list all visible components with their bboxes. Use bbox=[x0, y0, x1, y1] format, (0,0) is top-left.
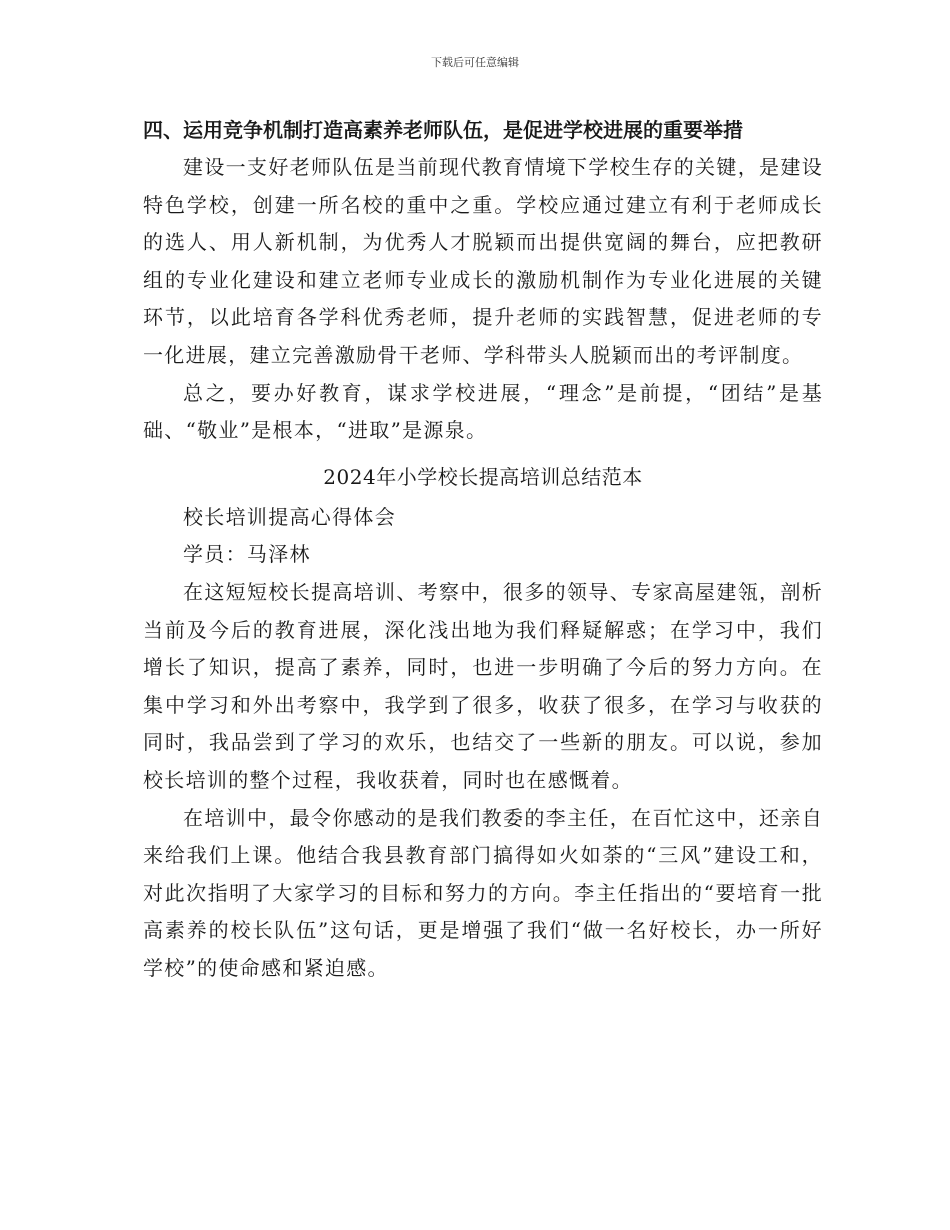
author-line: 学员：马泽林 bbox=[183, 542, 311, 567]
body-paragraph-2: 总之，要办好教育，谋求学校进展，“理念”是前提，“团结”是基础、“敬业”是根本，“进取”是源泉。 bbox=[143, 380, 823, 443]
document-title: 2024年小学校长提高培训总结范本 bbox=[323, 464, 643, 489]
page-header-note: 下载后可任意编辑 bbox=[431, 56, 519, 69]
document-subtitle: 校长培训提高心得体会 bbox=[183, 504, 396, 529]
section-heading: 四、运用竞争机制打造高素养老师队伍，是促进学校进展的重要举措 bbox=[143, 118, 743, 142]
body-paragraph-4: 在培训中，最令你感动的是我们教委的李主任，在百忙这中，还亲自来给我们上课。他结合我县教育部门搞得如火如荼的“三风”建设工和，对此次指明了大家学习的目标和努力的方向。李主任指出的“要培育一批高素养的校长队伍”这句话，更是增强了我们“做一名好校长，办一所好学校”的使命感和紧迫感。 bbox=[143, 805, 823, 980]
document-body bbox=[143, 112, 823, 987]
body-paragraph-3: 在这短短校长提高培训、考察中，很多的领导、专家高屋建瓴，剖析当前及今后的教育进展，深化浅出地为我们释疑解惑；在学习中，我们增长了知识，提高了素养，同时，也进一步明确了今后的努力方向。在集中学习和外出考察中，我学到了很多，收获了很多，在学习与收获的同时，我品尝到了学习的欢乐，也结交了一些新的朋友。可以说，参加校长培训的整个过程，我收获着，同时也在感慨着。 bbox=[143, 579, 823, 792]
body-paragraph-1: 建设一支好老师队伍是当前现代教育情境下学校生存的关键，是建设特色学校，创建一所名校的重中之重。学校应通过建立有利于老师成长的选人、用人新机制，为优秀人才脱颖而出提供宽阔的舞台，应把教研组的专业化建设和建立老师专业成长的激励机制作为专业化进展的关键环节，以此培育各学科优秀老师，提升老师的实践智慧，促进老师的专一化进展，建立完善激励骨干老师、学科带头人脱颖而出的考评制度。 bbox=[143, 155, 823, 367]
